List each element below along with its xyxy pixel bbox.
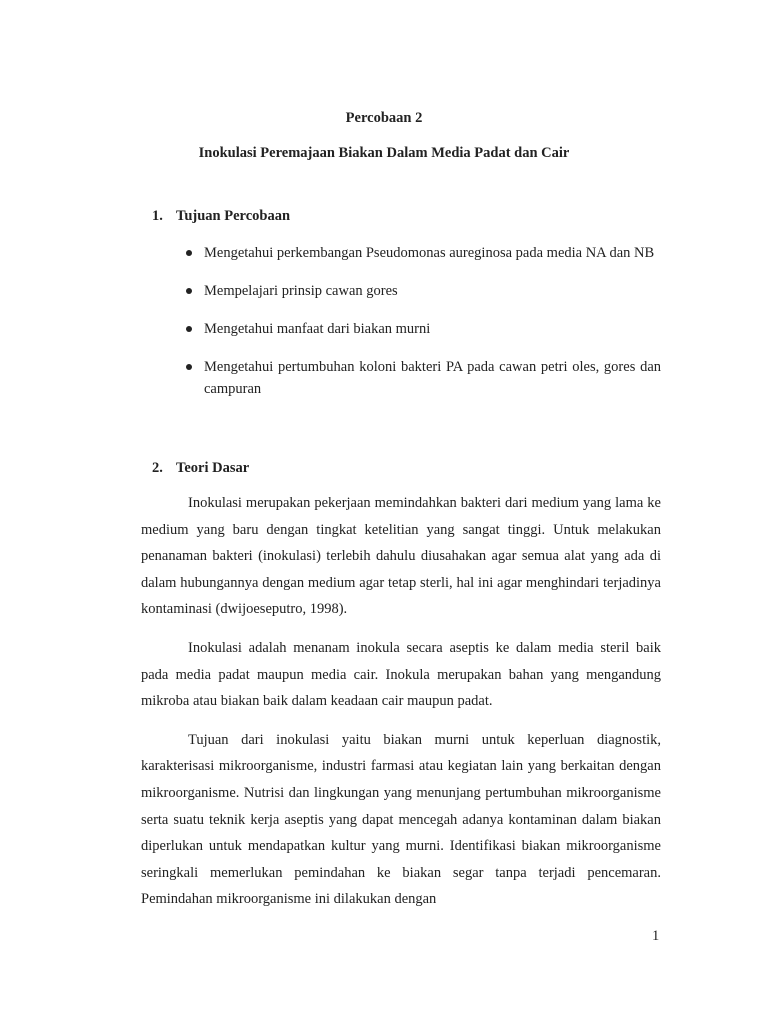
paragraph: Inokulasi adalah menanam inokula secara aseptis ke dalam media steril baik pada media padat maupun media cair. Inokula merupakan bahan yang mengandung mikroba atau biakan baik dalam keadaan cair maupun padat. — [141, 639, 661, 710]
list-item: Mengetahui manfaat dari biakan murni — [204, 318, 661, 340]
document-title: Percobaan 2 — [345, 110, 423, 126]
section-heading-text: Tujuan Percobaan — [176, 208, 291, 224]
page-number: 1 — [652, 928, 660, 944]
section-number: 2. — [152, 460, 163, 476]
list-item: Mempelajari prinsip cawan gores — [204, 280, 661, 302]
list-item: Mengetahui perkembangan Pseudomonas aureginosa pada media NA dan NB — [204, 242, 661, 264]
section-heading-tujuan — [152, 208, 290, 225]
section-heading-text: Teori Dasar — [176, 460, 250, 476]
document-subtitle: Inokulasi Peremajaan Biakan Dalam Media Padat dan Cair — [198, 145, 570, 161]
section-heading-teori — [152, 460, 249, 477]
body-text — [141, 490, 661, 925]
bullet-list — [204, 242, 661, 416]
list-item: Mengetahui pertumbuhan koloni bakteri PA pada cawan petri oles, gores dan campuran — [204, 356, 661, 400]
paragraph: Inokulasi merupakan pekerjaan memindahkan bakteri dari medium yang lama ke medium yang baru dengan tingkat ketelitian yang sangat tinggi. Untuk melakukan penanaman bakteri (inokulasi) terlebih dahulu diusahakan agar semua alat yang ada di dalam hubungannya dengan medium agar tetap sterli, hal ini agar menghindari terjadinya kontaminasi (dwijoeseputro, 1998). — [141, 495, 661, 618]
section-number: 1. — [152, 208, 163, 224]
paragraph: Tujuan dari inokulasi yaitu biakan murni untuk keperluan diagnostik, karakterisasi mikroorganisme, industri farmasi atau kegiatan lain yang berkaitan dengan mikroorganisme. Nutrisi dan lingkungan yang menunjang pertumbuhan mikroorganisme serta suatu teknik kerja aseptis yang dapat mencegah adanya kontaminan dalam biakan diperlukan untuk mendapatkan kultur yang murni. Identifikasi biakan mikroorganisme seringkali memerlukan pemindahan ke biakan segar tanpa terjadi pencemaran. Pemindahan mikroorganisme ini dilakukan dengan — [141, 731, 661, 908]
